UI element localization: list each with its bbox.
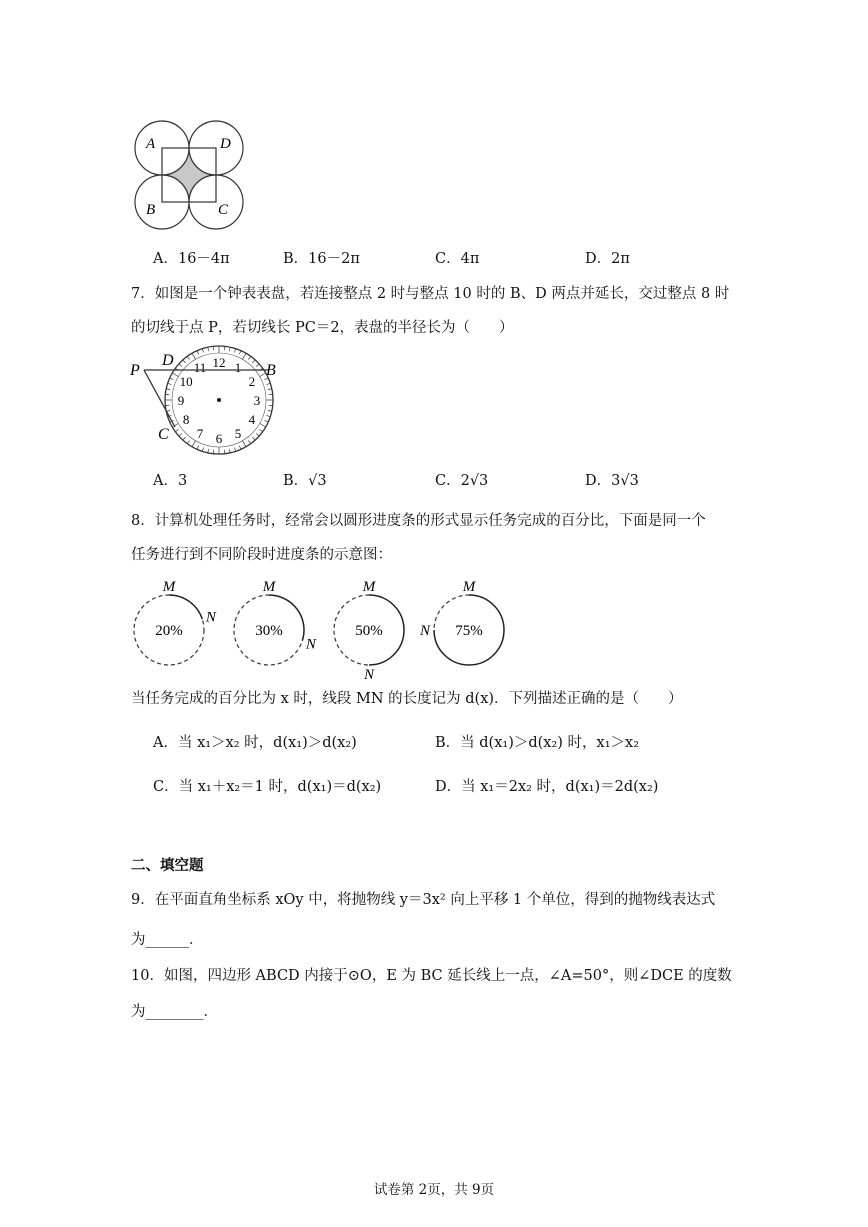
clock-tick	[243, 353, 247, 359]
q6-option-a: A．16－4π	[153, 251, 230, 267]
clock-tick	[229, 449, 230, 453]
page-footer: 试卷第 2页，共 9页	[373, 1182, 495, 1198]
q10-line1: 10．如图，四边形 ABCD 内接于⊙O，E 为 BC 延长线上一点，∠A=50°，则∠DCE 的度数	[131, 968, 732, 984]
q7-option-d: D．3√3	[585, 473, 639, 489]
clock-tick	[268, 410, 272, 411]
clock-tick	[267, 415, 271, 416]
clock-tick	[256, 364, 259, 367]
clock-numeral: 7	[196, 425, 204, 441]
point-m-label: M	[162, 579, 176, 595]
q9-line1: 9．在平面直角坐标系 xOy 中，将抛物线 y＝3x² 向上平移 1 个单位，得到的抛物线表达式	[131, 892, 716, 908]
clock-numeral: 5	[234, 425, 242, 441]
section-title: 二、填空题	[131, 857, 204, 874]
q7-label-c: C	[158, 426, 169, 443]
q6-option-d: D．2π	[585, 251, 630, 267]
point-n-label: N	[419, 623, 431, 639]
clock-tick	[252, 437, 255, 440]
progress-percent-label: 30%	[255, 623, 283, 639]
clock-numeral: 3	[253, 393, 261, 408]
clock-tick	[197, 446, 199, 450]
point-m-label: M	[362, 579, 376, 595]
point-n-label: N	[363, 667, 375, 683]
clock-tick	[268, 389, 272, 390]
clock-tick	[259, 429, 262, 431]
q6-figure	[128, 118, 278, 233]
q8-option-d: D．当 x₁＝2x₂ 时，d(x₁)＝2d(x₂)	[435, 779, 659, 795]
clock-numeral: 9	[177, 393, 185, 408]
clock-tick	[265, 420, 269, 422]
q10-line2: 为________．	[131, 1004, 218, 1020]
q8-option-c: C．当 x₁＋x₂＝1 时，d(x₁)＝d(x₂)	[153, 779, 382, 795]
q8-option-b: B．当 d(x₁)＞d(x₂) 时，x₁＞x₂	[435, 735, 640, 751]
q7-stem-line2: 的切线于点 P，若切线长 PC＝2，表盘的半径长为（ ）	[131, 320, 514, 336]
q8-progress-figure	[125, 572, 515, 684]
q6-label-c: C	[218, 202, 229, 218]
clock-tick	[248, 356, 250, 359]
clock-tick	[208, 347, 209, 351]
clock-tick	[239, 446, 241, 450]
clock-tick	[179, 433, 182, 436]
clock-numeral: 8	[182, 412, 190, 427]
q7-clock-center	[217, 398, 221, 402]
point-m-label: M	[262, 579, 276, 595]
clock-tick	[260, 424, 266, 428]
clock-tick	[267, 383, 271, 384]
q7-label-p: P	[130, 362, 140, 379]
clock-numeral: 1	[234, 360, 242, 376]
clock-tick	[202, 448, 203, 452]
clock-tick	[187, 356, 189, 359]
clock-tick	[175, 429, 178, 431]
q6-label-a: A	[146, 136, 156, 152]
q7-option-c: C．2√3	[435, 473, 489, 489]
q8-stem-line3: 当任务完成的百分比为 x 时，线段 MN 的长度记为 d(x)．下列描述正确的是（ ）	[131, 691, 683, 707]
progress-percent-label: 20%	[155, 623, 183, 639]
clock-tick	[168, 383, 172, 384]
q6-gray-region	[162, 148, 216, 202]
clock-numeral: 2	[248, 374, 256, 389]
q6-option-c: C．4π	[435, 251, 480, 267]
clock-tick	[248, 440, 250, 443]
q7-label-b: B	[266, 362, 276, 379]
point-m-label: M	[462, 579, 476, 595]
clock-tick	[239, 351, 241, 355]
q7-option-a: A．3	[153, 473, 188, 489]
point-n-label: N	[305, 636, 316, 653]
clock-tick	[183, 437, 186, 440]
q7-label-d: D	[162, 352, 174, 369]
progress-percent-label: 75%	[455, 623, 483, 639]
q6-label-d: D	[220, 136, 231, 152]
q8-stem-line1: 8．计算机处理任务时，经常会以圆形进度条的形式显示任务完成的百分比，下面是同一个	[131, 513, 706, 529]
clock-tick	[172, 373, 178, 377]
clock-tick	[208, 449, 209, 453]
q9-line2: 为______．	[131, 932, 204, 948]
clock-tick	[197, 351, 199, 355]
clock-tick	[183, 360, 186, 363]
clock-numeral: 6	[215, 431, 223, 446]
clock-tick	[192, 441, 196, 447]
clock-tick	[252, 360, 255, 363]
q8-stem-line2: 任务进行到不同阶段时进度条的示意图：	[131, 547, 392, 563]
clock-tick	[202, 349, 203, 353]
clock-tick	[256, 433, 259, 436]
q7-option-b: B．√3	[283, 473, 327, 489]
clock-tick	[260, 373, 266, 377]
q8-option-a: A．当 x₁＞x₂ 时，d(x₁)＞d(x₂)	[153, 735, 357, 751]
q6-option-b: B．16－2π	[283, 251, 360, 267]
clock-numeral: 4	[248, 412, 256, 427]
clock-tick	[229, 347, 230, 351]
clock-numeral: 12	[212, 355, 226, 370]
clock-tick	[170, 378, 174, 380]
clock-tick	[187, 440, 189, 443]
clock-numeral: 11	[193, 360, 207, 376]
clock-tick	[234, 349, 235, 353]
clock-tick	[243, 441, 247, 447]
point-n-label: N	[205, 609, 216, 626]
clock-tick	[166, 389, 170, 390]
q6-label-b: B	[146, 202, 156, 218]
q7-clock-figure	[128, 343, 288, 455]
clock-tick	[192, 353, 196, 359]
clock-numeral: 10	[179, 374, 193, 389]
q7-stem-line1: 7．如图是一个钟表表盘，若连接整点 2 时与整点 10 时的 B、D 两点并延长，交过整点 8 时	[131, 286, 730, 302]
clock-tick	[234, 448, 235, 452]
progress-percent-label: 50%	[355, 623, 383, 639]
clock-tick	[179, 364, 182, 367]
